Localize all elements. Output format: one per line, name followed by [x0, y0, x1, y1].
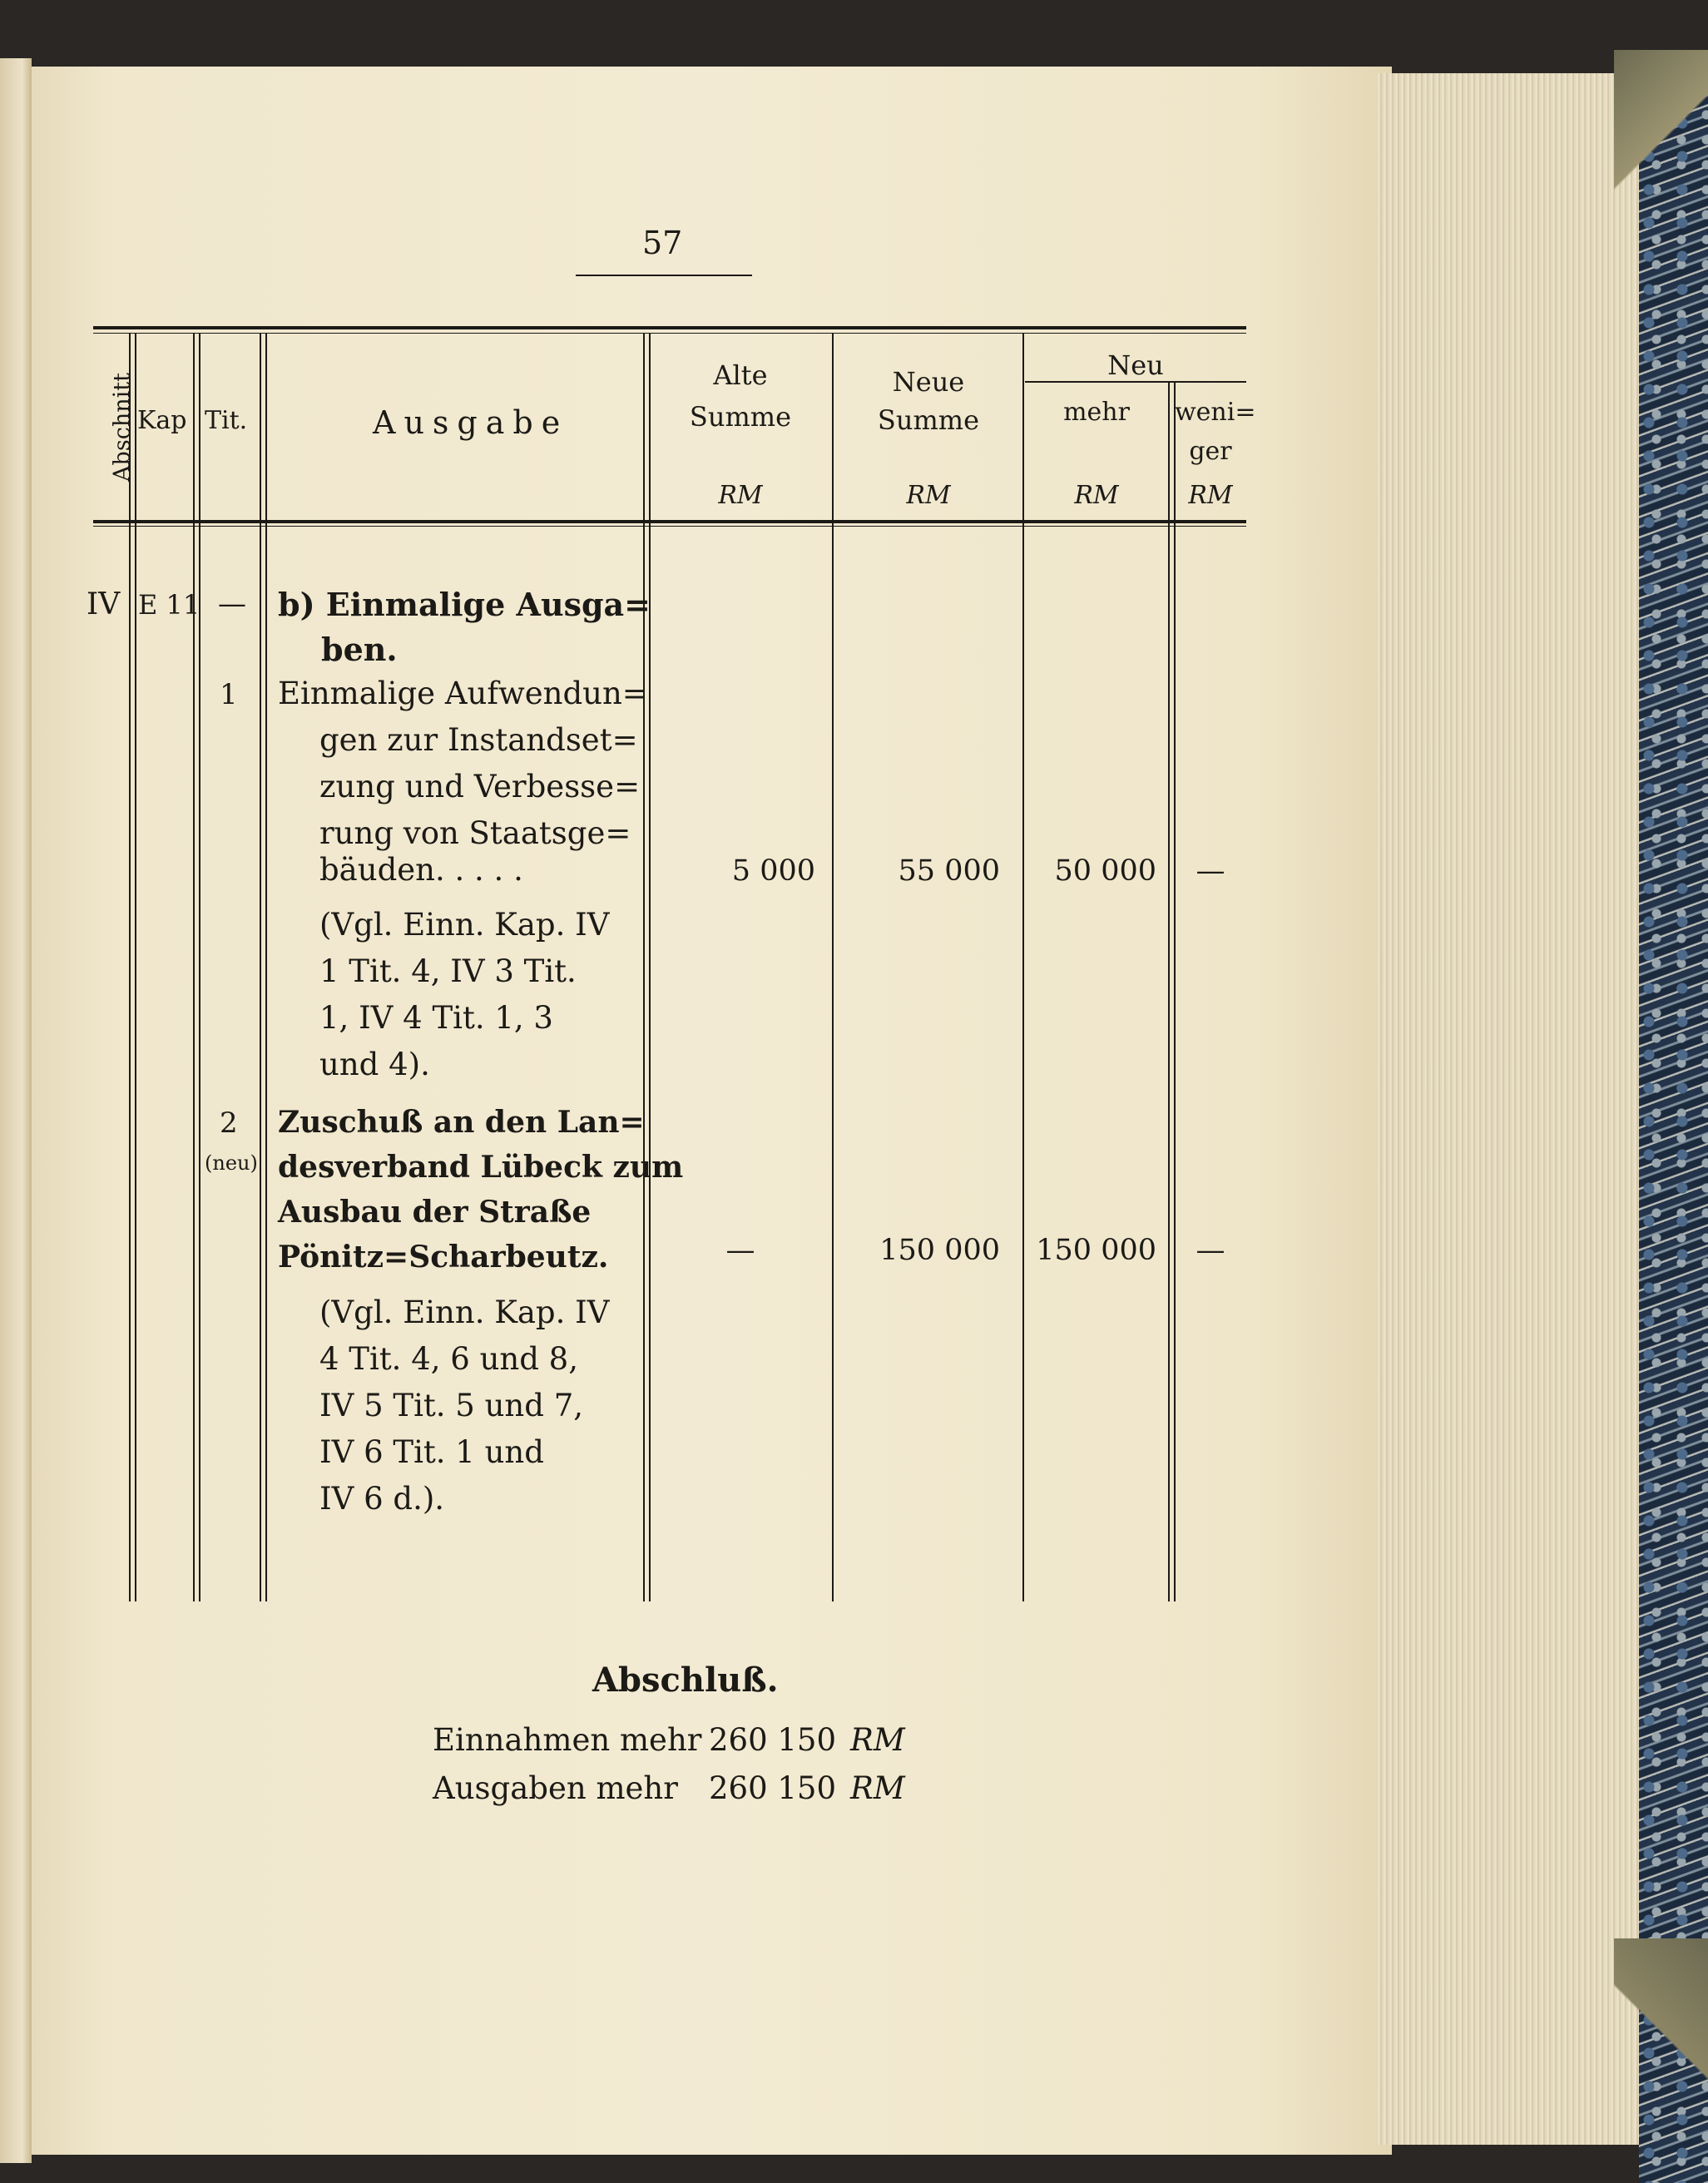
- header-neue-2: Summe: [877, 404, 980, 436]
- currency-neue: RM: [906, 481, 951, 510]
- row-1-ref-1: (Vgl. Einn. Kap. IV: [319, 907, 610, 943]
- col-line-7b: [1174, 383, 1176, 1601]
- row-1-ref-3: 1, IV 4 Tit. 1, 3: [319, 1000, 553, 1036]
- row-2-weniger: —: [1196, 1234, 1225, 1267]
- col-line-2b: [199, 333, 201, 1601]
- row-2-ref-5: IV 6 d.).: [319, 1481, 445, 1517]
- col-line-2: [193, 333, 195, 1601]
- currency-weniger: RM: [1188, 481, 1233, 510]
- row-1-line-3: zung und Verbesse=: [319, 769, 641, 804]
- col-line-1b: [135, 333, 136, 1601]
- currency-alte: RM: [718, 481, 763, 510]
- page-number: 57: [642, 225, 683, 261]
- row-1-alte-summe: 5 000: [731, 854, 815, 888]
- col-line-3b: [265, 333, 267, 1601]
- left-page-edge: [0, 58, 32, 2163]
- col-line-1: [129, 333, 131, 1601]
- row-1-line-1: Einmalige Aufwendun=: [278, 676, 648, 711]
- section-heading-2: ben.: [321, 631, 398, 668]
- row-1-tit: 1: [220, 678, 238, 711]
- page-number-rule: [576, 275, 752, 276]
- cover-corner-top: [1614, 50, 1708, 299]
- marbled-cover: [1639, 50, 1708, 2183]
- row-2-ref-3: IV 5 Tit. 5 und 7,: [319, 1388, 584, 1423]
- row-2-ref-2: 4 Tit. 4, 6 und 8,: [319, 1341, 578, 1377]
- section-heading-1: b) Einmalige Ausga=: [278, 586, 651, 623]
- row-1-line-4: rung von Staatsge=: [319, 815, 631, 851]
- row-1-ref-4: und 4).: [319, 1047, 430, 1082]
- section-abschnitt: IV: [87, 587, 121, 621]
- row-2-tit: 2: [220, 1106, 238, 1140]
- header-neu: Neu: [1107, 349, 1164, 381]
- header-abschnitt: Abschnitt: [109, 373, 136, 482]
- row-1-ref-2: 1 Tit. 4, IV 3 Tit.: [319, 953, 577, 989]
- col-line-4b: [649, 333, 651, 1601]
- row-2-tit-note: (neu): [205, 1151, 258, 1175]
- row-2-line-1: Zuschuß an den Lan=: [278, 1105, 645, 1140]
- section-dash: —: [218, 587, 246, 621]
- row-2-line-2: desverband Lübeck zum: [278, 1150, 684, 1185]
- summary-title: Abschluß.: [592, 1661, 779, 1700]
- neu-subheader-rule: [1025, 381, 1246, 383]
- header-tit: Tit.: [205, 406, 248, 435]
- table-top-rule: [93, 326, 1246, 329]
- row-1-line-2: gen zur Instandset=: [319, 722, 638, 758]
- summary-line-2-amount: 260 150: [709, 1770, 837, 1806]
- row-2-ref-4: IV 6 Tit. 1 und: [319, 1434, 544, 1470]
- col-line-6: [1022, 333, 1024, 1601]
- header-weniger-2: ger: [1189, 437, 1232, 466]
- col-line-3: [260, 333, 261, 1601]
- summary-line-2-unit: RM: [850, 1770, 905, 1806]
- summary-line-1-label: Einnahmen mehr: [433, 1722, 702, 1758]
- row-1-neue-summe: 55 000: [898, 854, 1000, 888]
- col-line-4: [643, 333, 645, 1601]
- currency-mehr: RM: [1074, 481, 1119, 510]
- summary-line-2-label: Ausgaben mehr: [433, 1770, 678, 1806]
- row-1-mehr: 50 000: [1054, 854, 1156, 888]
- summary-line-1-amount: 260 150: [709, 1722, 837, 1758]
- header-alte-2: Summe: [689, 401, 792, 433]
- header-kap: Kap: [137, 406, 187, 435]
- header-neue-1: Neue: [892, 366, 965, 398]
- row-2-mehr: 150 000: [1036, 1234, 1156, 1267]
- header-alte-1: Alte: [713, 359, 768, 391]
- row-2-ref-1: (Vgl. Einn. Kap. IV: [319, 1294, 610, 1330]
- page-block-edge: [1377, 73, 1647, 2145]
- header-mehr: mehr: [1063, 398, 1130, 427]
- row-2-line-3: Ausbau der Straße: [278, 1195, 592, 1230]
- row-2-alte-summe: —: [725, 1234, 755, 1267]
- row-2-neue-summe: 150 000: [879, 1234, 1000, 1267]
- summary-line-1-unit: RM: [850, 1722, 905, 1758]
- cover-corner-bottom: [1614, 1938, 1708, 2183]
- row-1-weniger: —: [1196, 854, 1225, 888]
- header-weniger-1: weni=: [1175, 398, 1256, 427]
- col-line-7: [1168, 383, 1170, 1601]
- row-1-line-5: bäuden. . . . .: [319, 852, 523, 888]
- header-ausgabe: Ausgabe: [373, 404, 569, 441]
- row-2-line-4: Pönitz=Scharbeutz.: [278, 1240, 609, 1275]
- col-line-5: [832, 333, 834, 1601]
- section-kap: E 11: [138, 589, 201, 621]
